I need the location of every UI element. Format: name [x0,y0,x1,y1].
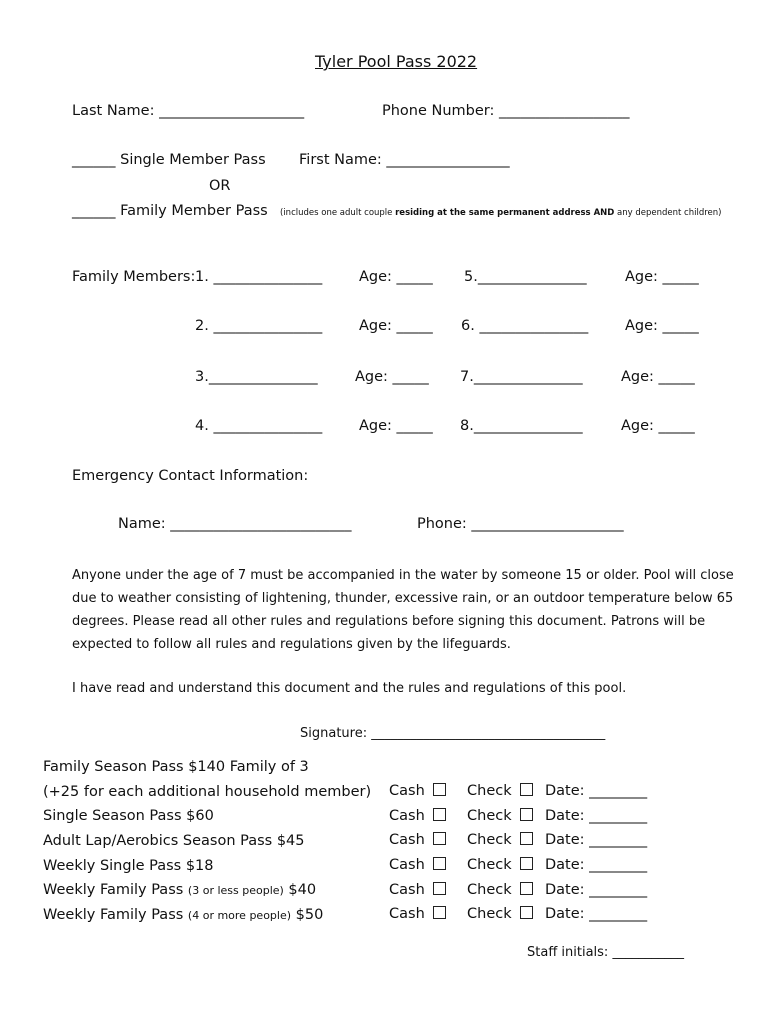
emergency-name-field[interactable]: Name: _________________________ [118,516,352,532]
cash-checkbox[interactable] [389,882,446,898]
cash-box-icon[interactable] [433,882,446,895]
check-checkbox[interactable] [467,808,533,824]
member-4-age-field[interactable]: Age: _____ [359,418,433,434]
check-checkbox[interactable] [467,906,533,922]
rules-paragraph [72,564,734,656]
weekly-family-pass-large-label: Weekly Family Pass (4 or more people) $50 [43,907,324,923]
member-3-field[interactable]: 3._______________ [195,369,318,385]
cash-label: Cash [389,882,425,898]
family-members-label: Family Members: [72,269,196,285]
member-1-age-field[interactable]: Age: _____ [359,269,433,285]
single-season-pass-label: Single Season Pass $60 [43,808,214,824]
emergency-phone-field[interactable]: Phone: _____________________ [417,516,624,532]
check-label: Check [467,832,512,848]
cash-box-icon[interactable] [433,808,446,821]
member-3-age-field[interactable]: Age: _____ [355,369,429,385]
check-label: Check [467,783,512,799]
date-field[interactable]: Date: ________ [545,906,648,922]
member-7-age-field[interactable]: Age: _____ [621,369,695,385]
or-label: OR [209,178,231,194]
date-field[interactable]: Date: ________ [545,882,648,898]
member-5-field[interactable]: 5._______________ [464,269,587,285]
page-title: Tyler Pool Pass 2022 [315,52,478,71]
member-7-field[interactable]: 7._______________ [460,369,583,385]
cash-checkbox[interactable] [389,906,446,922]
cash-checkbox[interactable] [389,808,446,824]
adult-lap-pass-label: Adult Lap/Aerobics Season Pass $45 [43,833,305,849]
date-field[interactable]: Date: ________ [545,783,648,799]
check-label: Check [467,906,512,922]
cash-box-icon[interactable] [433,906,446,919]
first-name-field[interactable]: First Name: _________________ [299,152,510,168]
member-6-age-field[interactable]: Age: _____ [625,318,699,334]
cash-label: Cash [389,808,425,824]
weekly-family-pass-small-label: Weekly Family Pass (3 or less people) $40 [43,882,317,898]
family-season-pass-note: (+25 for each additional household member) [43,784,372,800]
phone-number-field[interactable]: Phone Number: __________________ [382,103,630,119]
last-name-field[interactable]: Last Name: ____________________ [72,103,305,119]
weekly-single-pass-label: Weekly Single Pass $18 [43,858,214,874]
cash-checkbox[interactable] [389,783,446,799]
staff-initials-field[interactable]: Staff initials: ___________ [527,945,684,960]
member-5-age-field[interactable]: Age: _____ [625,269,699,285]
cash-label: Cash [389,783,425,799]
check-checkbox[interactable] [467,857,533,873]
member-2-field[interactable]: 2. _______________ [195,318,323,334]
family-season-pass-label: Family Season Pass $140 Family of 3 [43,759,309,775]
date-field[interactable]: Date: ________ [545,808,648,824]
date-field[interactable]: Date: ________ [545,857,648,873]
check-label: Check [467,808,512,824]
check-checkbox[interactable] [467,832,533,848]
emergency-contact-heading: Emergency Contact Information: [72,468,309,484]
check-box-icon[interactable] [520,808,533,821]
rules-line: expected to follow all rules and regulations given by the lifeguards. [72,637,511,652]
check-label: Check [467,857,512,873]
check-checkbox[interactable] [467,882,533,898]
cash-checkbox[interactable] [389,857,446,873]
check-label: Check [467,882,512,898]
family-member-pass-option[interactable]: ______ Family Member Pass [72,203,268,219]
date-field[interactable]: Date: ________ [545,832,648,848]
single-member-pass-option[interactable]: ______ Single Member Pass [72,152,266,168]
check-box-icon[interactable] [520,906,533,919]
member-1-field[interactable]: 1. _______________ [195,269,323,285]
rules-line: degrees. Please read all other rules and regulations before signing this document. Patrons will be [72,614,706,629]
family-pass-note: (includes one adult couple residing at the same permanent address AND any dependent children) [280,208,722,218]
rules-line: Anyone under the age of 7 must be accompanied in the water by someone 15 or older. Pool will close [72,568,734,583]
cash-label: Cash [389,832,425,848]
check-checkbox[interactable] [467,783,533,799]
acknowledgement-text: I have read and understand this document and the rules and regulations of this pool. [72,681,627,696]
member-4-field[interactable]: 4. _______________ [195,418,323,434]
member-2-age-field[interactable]: Age: _____ [359,318,433,334]
rules-line: due to weather consisting of lightening, thunder, excessive rain, or an outdoor temperature below 65 [72,591,734,606]
cash-label: Cash [389,857,425,873]
cash-box-icon[interactable] [433,783,446,796]
cash-box-icon[interactable] [433,857,446,870]
check-box-icon[interactable] [520,832,533,845]
check-box-icon[interactable] [520,783,533,796]
member-8-field[interactable]: 8._______________ [460,418,583,434]
cash-checkbox[interactable] [389,832,446,848]
check-box-icon[interactable] [520,882,533,895]
member-8-age-field[interactable]: Age: _____ [621,418,695,434]
signature-field[interactable]: Signature: ____________________________________ [300,726,606,741]
cash-box-icon[interactable] [433,832,446,845]
check-box-icon[interactable] [520,857,533,870]
cash-label: Cash [389,906,425,922]
member-6-field[interactable]: 6. _______________ [461,318,589,334]
